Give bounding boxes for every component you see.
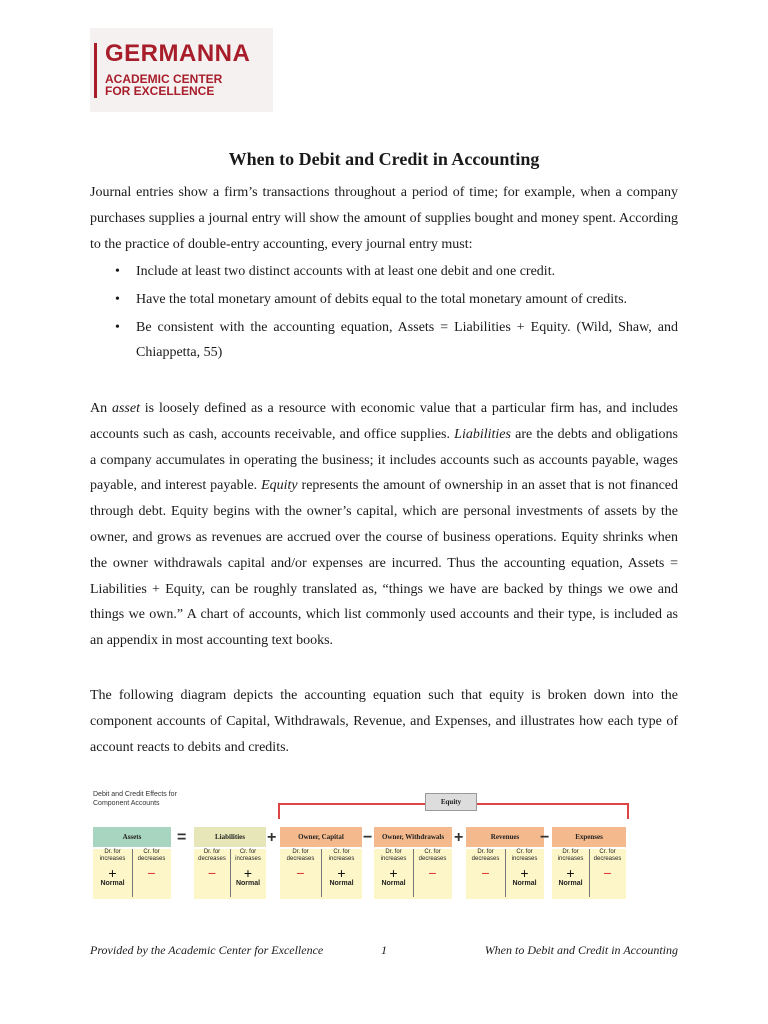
text-run: is loosely defined as a resource with economic value that a particular firm has, and includes accounts such as cash, accounts receivable, and office supplies.: [90, 401, 678, 442]
text-run: are the debts and obligations a company accumulates in operating the business; it includes accounts such as accounts payable, wages payable, and interest payable.: [90, 426, 678, 494]
account-name: Liabilities: [194, 827, 266, 847]
t-account-divider: [132, 849, 133, 897]
debit-credit-diagram: [90, 790, 630, 900]
column-label: decreases: [471, 856, 500, 862]
normal-balance-label: Normal: [381, 880, 406, 887]
credit-column: [321, 849, 362, 899]
plus-sign: +: [389, 865, 398, 881]
minus-sign: −: [207, 865, 217, 881]
normal-balance-label: Normal: [558, 880, 583, 887]
plus-sign: +: [566, 865, 575, 881]
list-item: • Be consistent with the accounting equation, Assets = Liabilities + Equity. (Wild, Shaw, and Chiappetta, 55): [90, 315, 678, 367]
normal-balance-label: Normal: [329, 880, 354, 887]
account-box: [93, 827, 171, 899]
minus-sign: −: [603, 865, 612, 881]
t-account-divider: [413, 849, 414, 897]
normal-balance-label: Normal: [512, 880, 537, 887]
minus-sign: −: [428, 865, 437, 881]
column-label: Dr. for: [203, 849, 221, 855]
text-run: An: [90, 401, 112, 416]
diagram-title: [93, 790, 177, 808]
column-label: increases: [328, 856, 355, 862]
column-label: decreases: [137, 856, 166, 862]
account-name: Owner, Withdrawals: [374, 827, 452, 847]
column-label: decreases: [593, 856, 622, 862]
footer-right: When to Debit and Credit in Accounting: [484, 943, 678, 957]
diagram-intro-paragraph: The following diagram depicts the accounting equation such that equity is broken down into the component accounts of Capital, Withdrawals, Revenue, and Expenses, and illustrates how each type of account reacts to debits and credits.: [90, 688, 678, 755]
minus-sign: −: [147, 865, 156, 881]
account-box: [552, 827, 626, 899]
column-label: Cr. for: [516, 849, 533, 855]
column-label: Dr. for: [477, 849, 494, 855]
equation-operator: +: [454, 829, 464, 846]
account-name: Revenues: [466, 827, 544, 847]
plus-sign: +: [243, 865, 253, 881]
page-title: When to Debit and Credit in Accounting: [228, 149, 540, 169]
definitions-paragraph: [90, 396, 678, 654]
equation-operator: −: [540, 829, 550, 846]
diagram-title-line-1: Debit and Credit Effects for: [93, 791, 177, 798]
logo-line-1: ACADEMIC CENTER: [105, 72, 223, 86]
column-label: increases: [380, 856, 407, 862]
account-box: [194, 827, 266, 899]
account-box: [374, 827, 452, 899]
germanna-logo: [90, 28, 273, 112]
credit-column: [132, 849, 171, 899]
logo-accent-bar: [94, 43, 97, 98]
intro-paragraph: Journal entries show a firm’s transactions throughout a period of time; for example, when a company purchases supplies a journal entry will show the amount of supplies bought and money spent. According to the practice of double-entry accounting, every journal entry must:: [90, 185, 678, 252]
credit-column: [230, 849, 266, 899]
column-label: increases: [557, 856, 584, 862]
account-box: [280, 827, 362, 899]
term-equity: Equity: [261, 478, 298, 494]
equation-operator: −: [363, 829, 373, 846]
logo-name: GERMANNA: [105, 40, 251, 67]
column-label: increases: [235, 856, 261, 862]
t-account-divider: [505, 849, 506, 897]
minus-sign: −: [481, 865, 490, 881]
column-label: increases: [511, 856, 538, 862]
term-liabilities: Liabilities: [454, 426, 511, 442]
logo-line-2: FOR EXCELLENCE: [105, 84, 215, 98]
plus-sign: +: [108, 865, 117, 881]
minus-sign: −: [296, 865, 305, 881]
diagram-title-line-2: Component Accounts: [93, 800, 160, 807]
column-label: Cr. for: [333, 849, 350, 855]
column-label: increases: [99, 856, 126, 862]
column-label: Cr. for: [143, 849, 160, 855]
column-label: Dr. for: [562, 849, 579, 855]
requirements-list: [90, 259, 678, 368]
equity-label: Equity: [425, 793, 477, 811]
column-label: Cr. for: [424, 849, 441, 855]
debit-column: [194, 849, 230, 899]
debit-column: [280, 849, 321, 899]
account-name: Expenses: [552, 827, 626, 847]
debit-column: [552, 849, 589, 899]
term-asset: asset: [111, 401, 140, 416]
debit-column: [93, 849, 132, 899]
text-run: represents the amount of ownership in an asset that is not financed through debt. Equity begins with the owner’s capital, which are personal investments of assets by the owner, and grows as revenues are accrued over the course of business operations. Equity shrinks when the owner withdrawals capital and/or expenses are incurred. Thus the accounting equation, Assets = Liabilities + Equity, can be roughly translated as, “things we have are backed by things we owe and things we own.” A chart of accounts, which list commonly used accounts and their type, is included as an appendix in most accounting text books.: [90, 478, 678, 649]
debit-column: [374, 849, 413, 899]
t-account-divider: [589, 849, 590, 897]
equation-operator: =: [177, 829, 187, 846]
column-label: Dr. for: [385, 849, 402, 855]
account-name: Owner, Capital: [280, 827, 362, 847]
column-label: Dr. for: [292, 849, 309, 855]
page-number: 1: [381, 943, 387, 957]
credit-column: [589, 849, 626, 899]
credit-column: [505, 849, 544, 899]
column-label: Dr. for: [104, 849, 121, 855]
footer-left: Provided by the Academic Center for Excellence: [90, 943, 324, 957]
column-label: Cr. for: [599, 849, 616, 855]
list-item: • Include at least two distinct accounts with at least one debit and one credit.: [90, 259, 678, 285]
plus-sign: +: [337, 865, 346, 881]
column-label: decreases: [198, 856, 226, 862]
t-account-divider: [230, 849, 231, 897]
column-label: decreases: [418, 856, 447, 862]
normal-balance-label: Normal: [235, 880, 261, 887]
debit-column: [466, 849, 505, 899]
column-label: Cr. for: [239, 849, 257, 855]
plus-sign: +: [520, 865, 529, 881]
normal-balance-label: Normal: [100, 880, 125, 887]
column-label: decreases: [286, 856, 315, 862]
account-name: Assets: [93, 827, 171, 847]
list-item: • Have the total monetary amount of debits equal to the total monetary amount of credits.: [90, 287, 678, 313]
t-account-divider: [321, 849, 322, 897]
account-box: [466, 827, 544, 899]
credit-column: [413, 849, 452, 899]
equation-operator: +: [267, 829, 277, 846]
